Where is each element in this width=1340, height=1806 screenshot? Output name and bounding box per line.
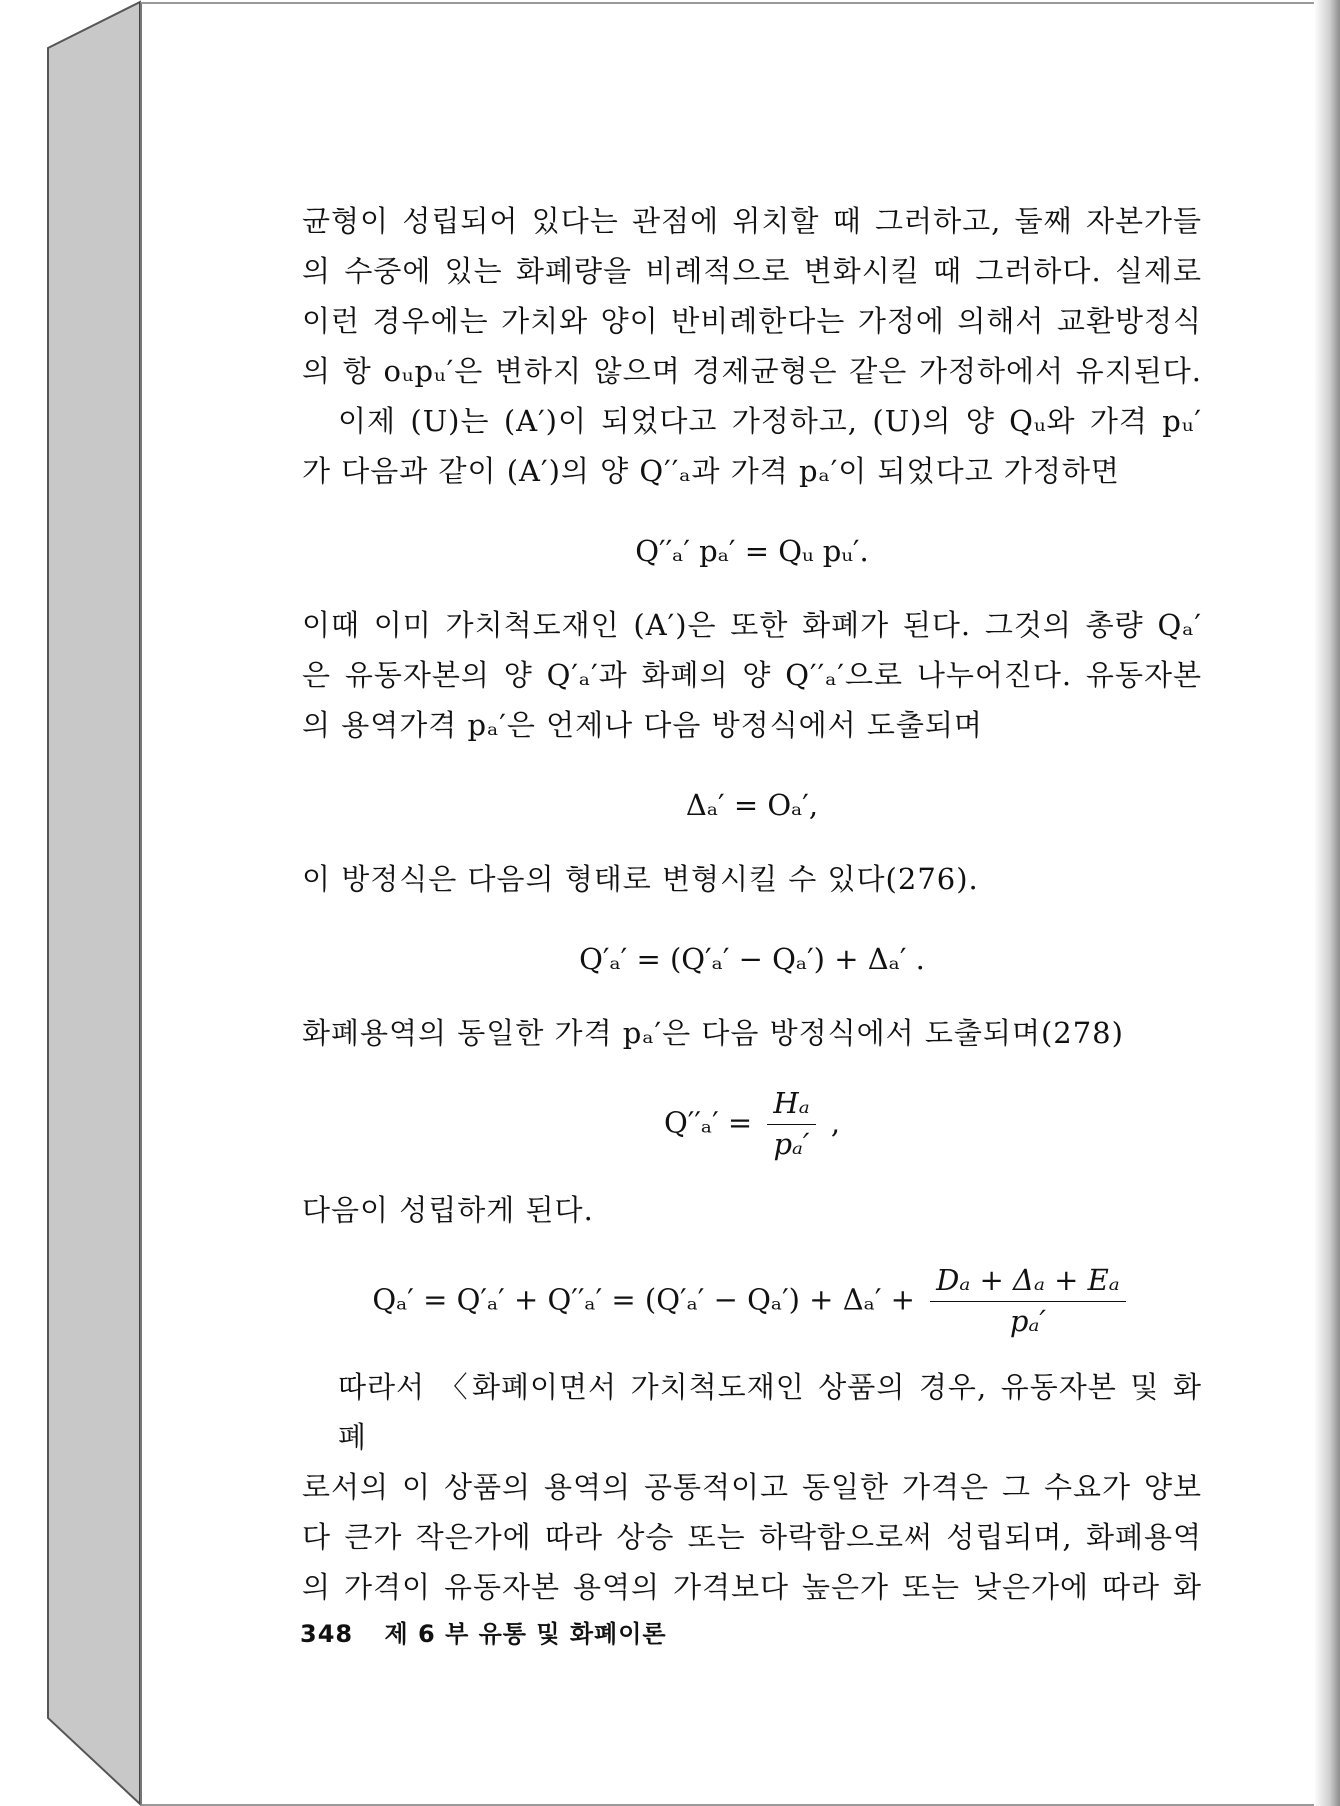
text-line: 이 방정식은 다음의 형태로 변형시킬 수 있다(276).	[302, 862, 979, 896]
text-line: 균형이 성립되어 있다는 관점에 위치할 때 그러하고, 둘째 자본가들	[302, 204, 1202, 238]
text-line: 다 큰가 작은가에 따라 상승 또는 하락함으로써 성립되며, 화폐용역	[302, 1519, 1202, 1554]
text-line: 따라서 〈화폐이면서 가치척도재인 상품의 경우, 유동자본 및 화폐	[338, 1369, 1202, 1454]
text-line: 로서의 이 상품의 용역의 공통적이고 동일한 가격은 그 수요가 양보	[302, 1469, 1202, 1504]
fraction-denominator: pₐ′	[1009, 1303, 1046, 1338]
page-footer	[300, 1614, 667, 1649]
paragraph-3	[302, 600, 1202, 750]
book-spine	[0, 0, 142, 1806]
equation-4-left: Q′′ₐ′ =	[663, 1105, 753, 1140]
text-line: 가 다음과 같이 (A′)의 양 Q′′ₐ과 가격 pₐ′이 되었다고 가정하면	[302, 454, 1120, 488]
running-header-section: 제 6 부 유통 및 화폐이론	[384, 1620, 667, 1648]
page-edge-shadow	[1314, 0, 1340, 1806]
text-line: 이제 (U)는 (A′)이 되었다고 가정하고, (U)의 양 Qᵤ와 가격 pᵤ′	[338, 404, 1202, 438]
text-line: 의 항 oᵤpᵤ′은 변하지 않으며 경제균형은 같은 가정하에서 유지된다.	[302, 354, 1202, 388]
equation-4-fraction	[767, 1088, 815, 1161]
page-number: 348	[300, 1620, 354, 1648]
page-body	[302, 196, 1202, 1612]
equation-5-left: Qₐ′ = Q′ₐ′ + Q′′ₐ′ = (Q′ₐ′ − Qₐ′) + Δₐ′ +	[372, 1282, 915, 1317]
equation-1: Q′′ₐ′ pₐ′ = Qᵤ pᵤ′.	[635, 534, 869, 568]
paragraph-4	[302, 854, 1202, 904]
text-line: 다음이 성립하게 된다.	[302, 1192, 594, 1227]
paragraph-7	[302, 1362, 1202, 1612]
text-line: 이때 이미 가치척도재인 (A′)은 또한 화폐가 된다. 그것의 총량 Qₐ′	[302, 608, 1202, 642]
fraction-numerator: Dₐ + Δₐ + Eₐ	[930, 1265, 1126, 1302]
equation-4	[302, 1088, 1202, 1161]
text-line: 의 용역가격 pₐ′은 언제나 다음 방정식에서 도출되며	[302, 708, 983, 742]
equation-5	[302, 1262, 1202, 1338]
text-line: 화폐용역의 동일한 가격 pₐ′은 다음 방정식에서 도출되며(278)	[302, 1016, 1124, 1050]
text-line: 이런 경우에는 가치와 양이 반비례한다는 가정에 의해서 교환방정식	[302, 304, 1202, 338]
fraction-denominator: pₐ′	[773, 1126, 810, 1161]
fraction-numerator: Hₐ	[767, 1088, 815, 1125]
paragraph-1	[302, 196, 1202, 396]
text-line: 의 가격이 유동자본 용역의 가격보다 높은가 또는 낮은가에 따라 화	[302, 1569, 1202, 1604]
paragraph-6	[302, 1185, 1202, 1235]
paragraph-2	[302, 396, 1202, 496]
equation-5-fraction	[930, 1262, 1126, 1338]
paragraph-5	[302, 1008, 1202, 1058]
equation-3: Q′ₐ′ = (Q′ₐ′ − Qₐ′) + Δₐ′ .	[579, 942, 925, 976]
text-line: 은 유동자본의 양 Q′ₐ′과 화폐의 양 Q′′ₐ′으로 나누어진다. 유동자본	[302, 658, 1202, 692]
text-line: 의 수중에 있는 화폐량을 비례적으로 변화시킬 때 그러하다. 실제로	[302, 254, 1202, 288]
equation-4-tail: ,	[830, 1105, 841, 1140]
equation-2: Δₐ′ = Oₐ′,	[685, 788, 819, 822]
